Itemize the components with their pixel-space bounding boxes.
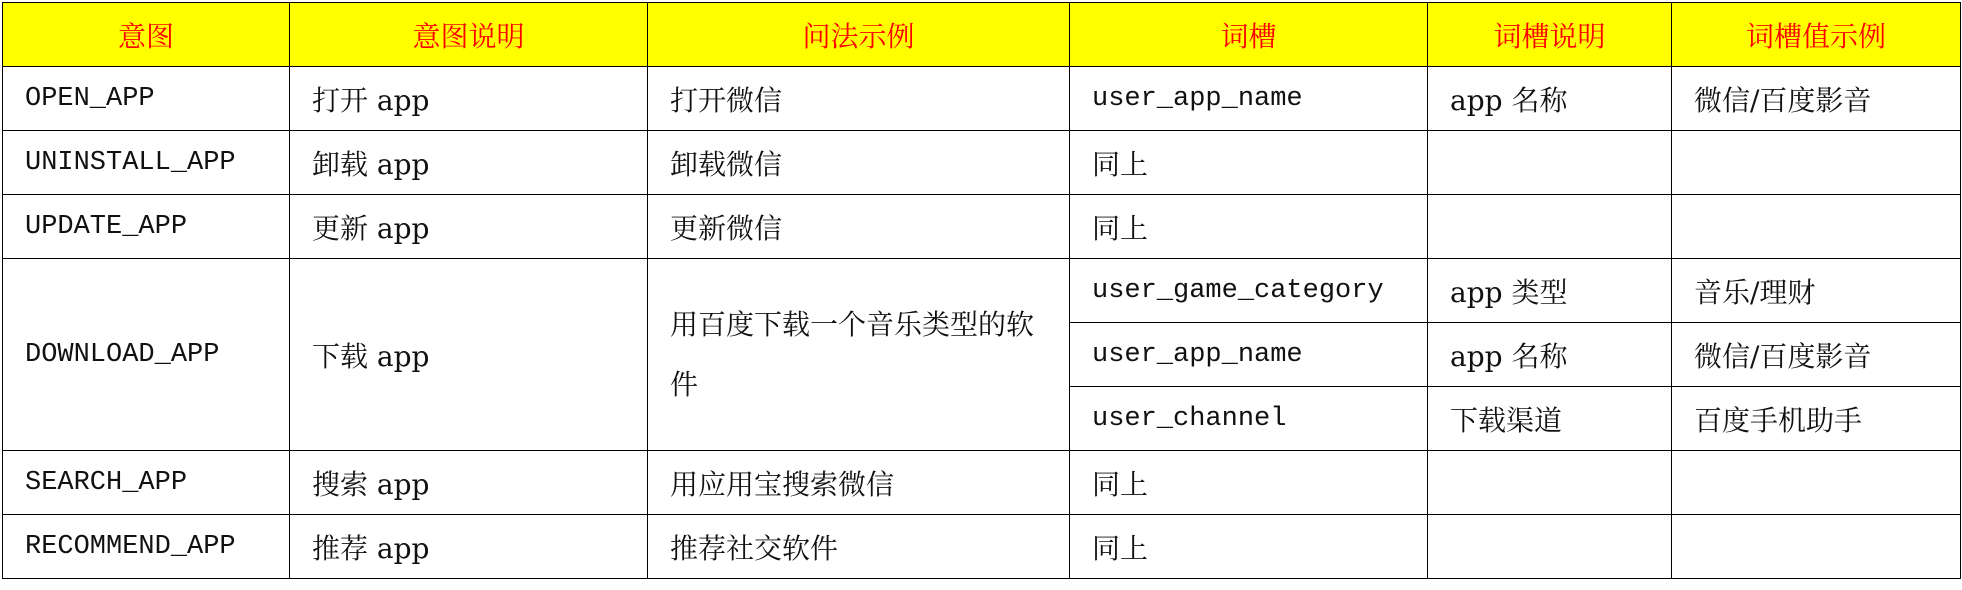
slot-name-cell: 同上: [1070, 451, 1428, 515]
description-cell: 更新 app: [290, 195, 648, 259]
intent-cell: SEARCH_APP: [3, 451, 290, 515]
slot-name-cell: 同上: [1070, 515, 1428, 579]
table-row: [3, 131, 1961, 195]
description-cell: 打开 app: [290, 67, 648, 131]
example-cell: 卸载微信: [648, 131, 1070, 195]
header-slot-value-example: 词槽值示例: [1672, 3, 1961, 67]
slot-description-cell: [1428, 131, 1672, 195]
slot-name-cell: 同上: [1070, 131, 1428, 195]
slot-value-cell: [1672, 451, 1961, 515]
slot-value-cell: 音乐/理财: [1672, 259, 1961, 323]
intent-cell: RECOMMEND_APP: [3, 515, 290, 579]
header-slot: 词槽: [1070, 3, 1428, 67]
description-cell: 卸载 app: [290, 131, 648, 195]
slot-description-cell: [1428, 195, 1672, 259]
slot-name-cell: user_game_category: [1070, 259, 1428, 323]
description-cell: 搜索 app: [290, 451, 648, 515]
example-cell: 推荐社交软件: [648, 515, 1070, 579]
slot-description-cell: 下载渠道: [1428, 387, 1672, 451]
intent-cell: OPEN_APP: [3, 67, 290, 131]
header-intent-description: 意图说明: [290, 3, 648, 67]
description-cell: 下载 app: [290, 259, 648, 451]
table-header-row: [3, 3, 1961, 67]
slot-description-cell: app 类型: [1428, 259, 1672, 323]
intent-slot-table: [2, 2, 1961, 579]
slot-description-cell: [1428, 451, 1672, 515]
slot-value-cell: 微信/百度影音: [1672, 323, 1961, 387]
slot-value-cell: [1672, 515, 1961, 579]
slot-value-cell: [1672, 195, 1961, 259]
header-intent: 意图: [3, 3, 290, 67]
intent-cell: DOWNLOAD_APP: [3, 259, 290, 451]
example-cell: 打开微信: [648, 67, 1070, 131]
example-cell: 用百度下载一个音乐类型的软件: [648, 259, 1070, 451]
slot-description-cell: app 名称: [1428, 67, 1672, 131]
intent-cell: UNINSTALL_APP: [3, 131, 290, 195]
header-slot-description: 词槽说明: [1428, 3, 1672, 67]
slot-description-cell: app 名称: [1428, 323, 1672, 387]
slot-value-cell: [1672, 131, 1961, 195]
example-cell: 用应用宝搜索微信: [648, 451, 1070, 515]
slot-name-cell: user_app_name: [1070, 323, 1428, 387]
intent-cell: UPDATE_APP: [3, 195, 290, 259]
example-cell: 更新微信: [648, 195, 1070, 259]
slot-value-cell: 微信/百度影音: [1672, 67, 1961, 131]
description-cell: 推荐 app: [290, 515, 648, 579]
header-query-example: 问法示例: [648, 3, 1070, 67]
table-row: [3, 515, 1961, 579]
table-row: [3, 259, 1961, 323]
table-row: [3, 67, 1961, 131]
table-row: [3, 195, 1961, 259]
slot-value-cell: 百度手机助手: [1672, 387, 1961, 451]
slot-description-cell: [1428, 515, 1672, 579]
slot-name-cell: user_app_name: [1070, 67, 1428, 131]
slot-name-cell: user_channel: [1070, 387, 1428, 451]
slot-name-cell: 同上: [1070, 195, 1428, 259]
table-row: [3, 451, 1961, 515]
